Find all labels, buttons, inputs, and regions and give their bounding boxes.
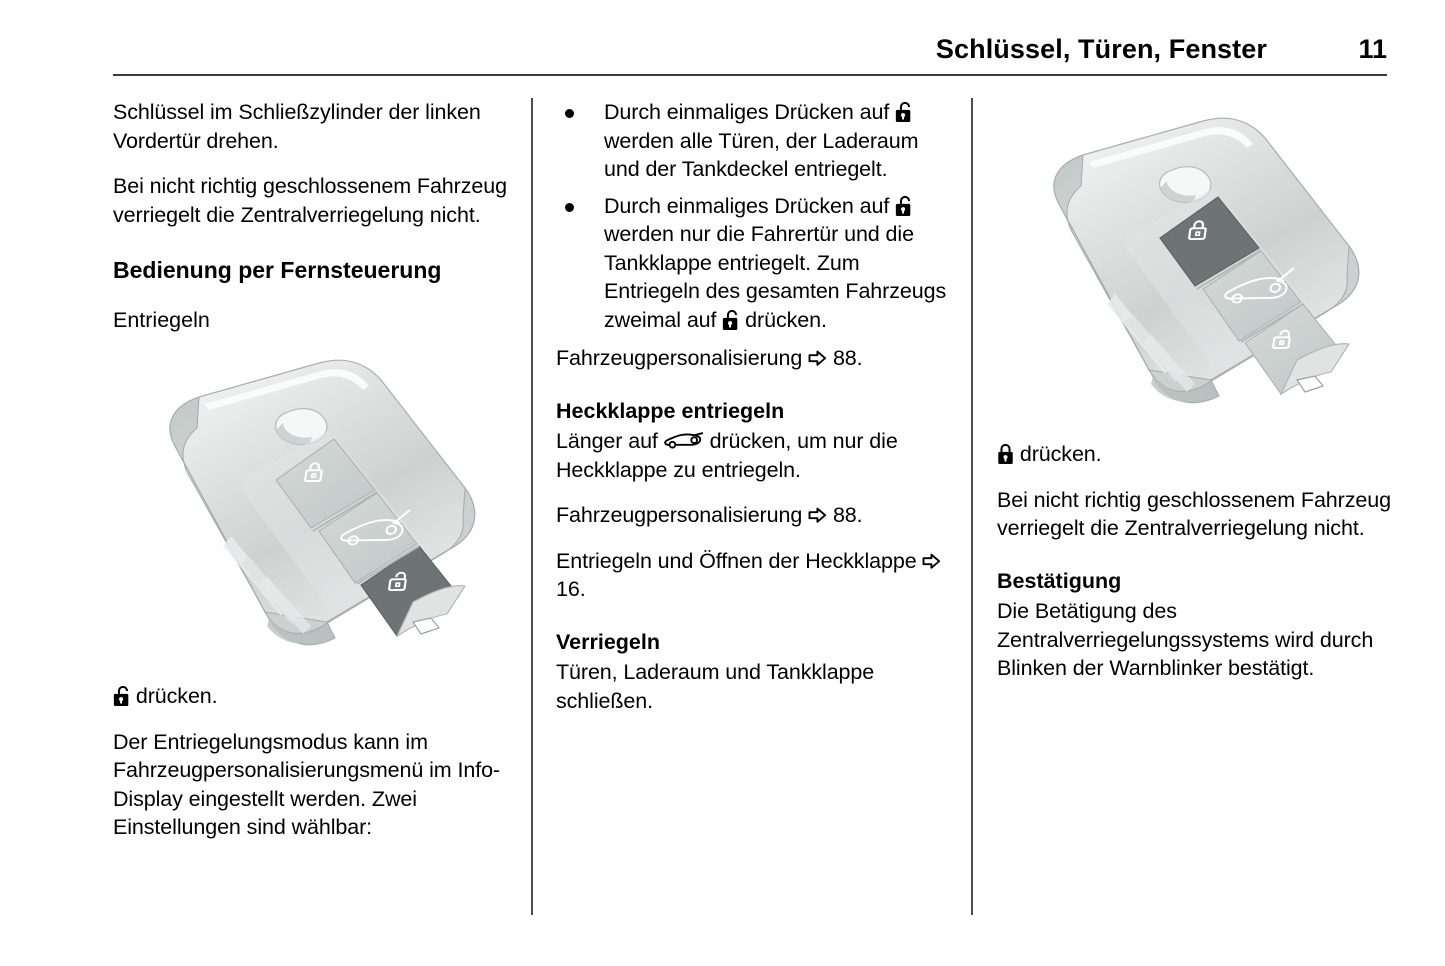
header-rule	[113, 74, 1387, 76]
tailgate-text-before: Länger auf	[556, 429, 658, 453]
heading-confirmation: Bestätigung	[997, 568, 1122, 593]
heading-unlock: Entriegeln	[113, 308, 210, 332]
reference-personalisation-1	[556, 344, 956, 373]
lock-open-icon	[113, 685, 130, 706]
reference-1-label: Fahrzeugpersonalisierung	[556, 346, 803, 370]
column-divider-right	[971, 98, 973, 915]
column-middle	[556, 98, 956, 732]
reference-tailgate-open	[556, 547, 956, 604]
right-press-label: drücken.	[1019, 442, 1102, 466]
list-item	[556, 192, 956, 335]
bullet-dot-icon	[565, 203, 574, 212]
column-left	[113, 98, 513, 859]
reference-arrow-icon	[922, 553, 941, 570]
heading-tailgate-unlock: Heckklappe entriegeln	[556, 398, 785, 423]
left-press-unlock-line	[113, 682, 513, 711]
page-title: Schlüssel, Türen, Fenster	[935, 34, 1267, 64]
unlock-modes-list	[556, 98, 956, 334]
key-fob-lock-illustration	[997, 108, 1397, 426]
reference-arrow-icon	[808, 507, 827, 524]
bullet-1-text-before: Durch einmaliges Drücken auf	[604, 100, 890, 124]
lock-closed-icon	[997, 443, 1014, 464]
reference-3-label: Entriegeln und Öffnen der Heckklappe	[556, 548, 917, 573]
heading-lock: Verriegeln	[556, 629, 660, 654]
left-press-label: drücken.	[135, 684, 218, 708]
left-paragraph-3: Der Entriegelungsmodus kann im Fahrzeugpersonalisierungsmenü im Info-Display eingestellt werden. Zwei Einstellungen sind wählbar:	[113, 729, 500, 839]
reference-2-page: 88.	[832, 503, 863, 527]
left-paragraph-1: Schlüssel im Schließzylinder der linken Vordertür drehen.	[113, 100, 481, 153]
tailgate-text-after: drücken, um nur die Heckklappe zu entriegeln.	[556, 429, 898, 482]
key-fob-unlock-illustration	[113, 350, 513, 668]
bullet-2-text-before: Durch einmaliges Drücken auf	[604, 193, 890, 218]
lock-open-icon	[895, 101, 912, 122]
reference-2-label: Fahrzeugpersonalisierung	[556, 503, 803, 527]
heading-remote-operation: Bedienung per Fernsteuerung	[113, 257, 442, 283]
right-press-lock-line	[997, 440, 1397, 469]
bullet-2-text-after: werden nur die Fahrertür und die Tankklappe entriegelt. Zum Entriegeln des gesamten Fahrzeugs zweimal auf	[604, 222, 947, 332]
bullet-1-text-after: werden alle Türen, der Laderaum und der Tankdeckel entriegelt.	[604, 128, 919, 181]
lock-instruction: Türen, Laderaum und Tankklappe schließen.	[556, 660, 875, 713]
bullet-2-text-end: drücken.	[745, 307, 827, 332]
list-item	[556, 98, 956, 184]
page-number: 11	[1358, 34, 1387, 64]
left-paragraph-2: Bei nicht richtig geschlossenem Fahrzeug verriegelt die Zentralverriegelung nicht.	[113, 174, 507, 227]
reference-personalisation-2	[556, 501, 956, 530]
reference-1-page: 88.	[832, 346, 863, 370]
reference-arrow-icon	[808, 350, 827, 367]
bullet-dot-icon	[565, 109, 574, 118]
lock-open-icon	[895, 195, 912, 216]
page-header	[113, 34, 1387, 76]
car-tailgate-icon	[664, 431, 704, 449]
column-right	[997, 98, 1397, 700]
right-paragraph-1: Bei nicht richtig geschlossenem Fahrzeug verriegelt die Zentralverriegelung nicht.	[997, 487, 1391, 540]
tailgate-instruction	[556, 427, 956, 484]
right-paragraph-2: Die Betätigung des Zentralverriegelungssystems wird durch Blinken der Warnblinker bestätigt.	[997, 599, 1374, 680]
reference-3-page: 16.	[556, 577, 586, 601]
lock-open-icon	[722, 309, 739, 330]
column-divider-left	[531, 98, 533, 915]
